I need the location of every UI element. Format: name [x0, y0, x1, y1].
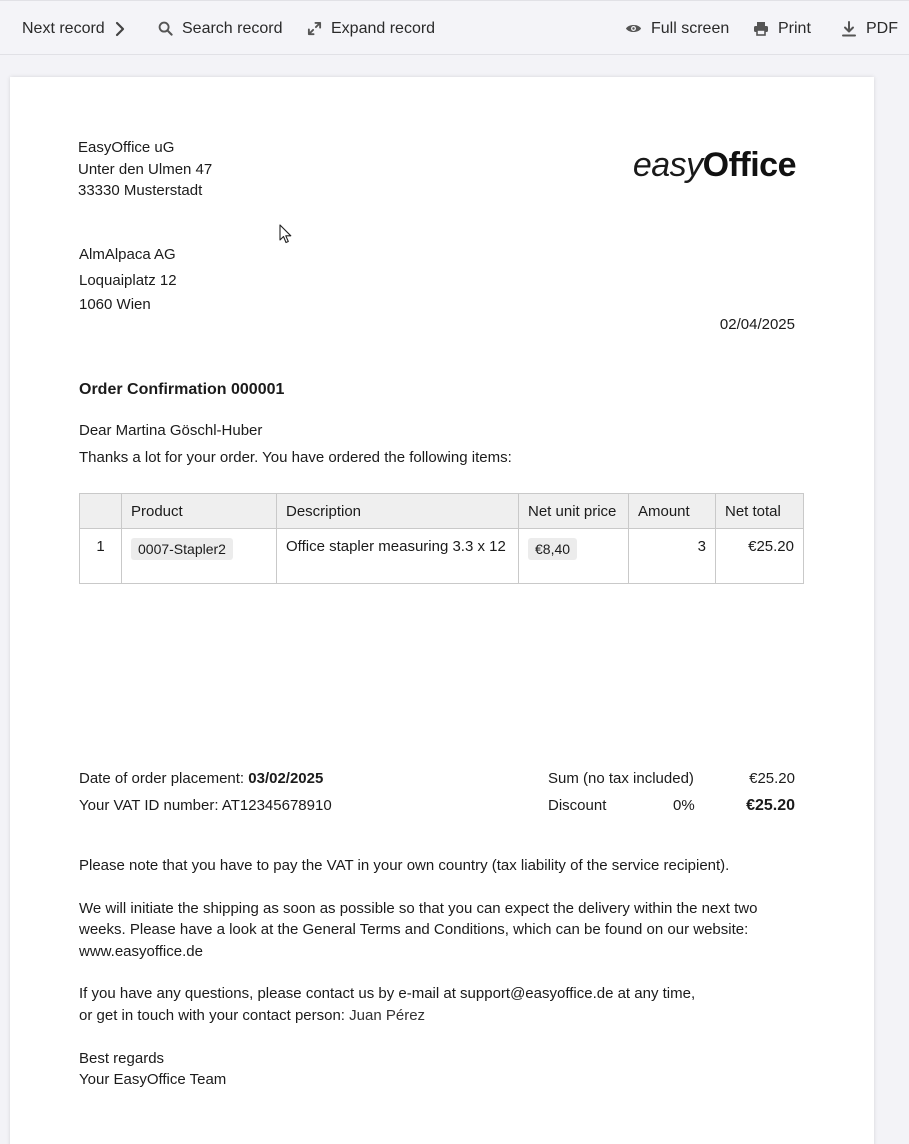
search-icon — [158, 21, 173, 36]
column-header-net-total: Net total — [716, 494, 804, 529]
order-date-line — [79, 768, 323, 789]
order-date-value: 03/02/2025 — [248, 770, 324, 787]
recipient-company: AlmAlpaca AG — [79, 246, 176, 263]
column-header-position — [80, 494, 122, 529]
sum-label: Sum (no tax included) — [548, 770, 694, 787]
expand-record-button[interactable] — [307, 1, 435, 56]
company-logo — [633, 143, 796, 187]
items-table — [79, 493, 804, 584]
mouse-cursor-icon — [279, 224, 293, 245]
table-header-row — [80, 494, 804, 529]
chevron-right-icon — [114, 21, 126, 37]
expand-icon — [307, 21, 322, 36]
sender-name: EasyOffice uG — [78, 139, 175, 156]
table-row — [80, 529, 804, 584]
vat-note: Please note that you have to pay the VAT in your own country (tax liability of the service recipient). — [79, 857, 730, 874]
cell-net-total: €25.20 — [716, 529, 804, 584]
sum-value: €25.20 — [749, 770, 795, 787]
greeting: Dear Martina Göschl-Huber — [79, 422, 263, 439]
cell-description: Office stapler measuring 3.3 x 12 — [277, 529, 519, 584]
sender-city: 33330 Musterstadt — [78, 182, 203, 199]
intro-text: Thanks a lot for your order. You have ordered the following items: — [79, 449, 512, 466]
contact-line-1: If you have any questions, please contact us by e-mail at support@easyoffice.de at any time, — [79, 985, 696, 1002]
eye-icon — [625, 22, 642, 35]
next-record-button[interactable] — [22, 1, 126, 56]
pdf-button[interactable] — [841, 1, 898, 56]
full-screen-label: Full screen — [651, 19, 730, 37]
discount-label: Discount — [548, 797, 607, 814]
shipping-line-2: weeks. Please have a look at the General Terms and Conditions, which can be found on our website: — [79, 921, 749, 938]
unit-price-chip[interactable]: €8,40 — [528, 538, 577, 560]
search-record-button[interactable] — [158, 1, 283, 56]
document-title: Order Confirmation 000001 — [79, 381, 285, 398]
closing-signature: Your EasyOffice Team — [79, 1071, 227, 1088]
toolbar — [0, 0, 909, 55]
shipping-line-1: We will initiate the shipping as soon as possible so that you can expect the delivery within the next two — [79, 900, 758, 917]
document-date: 02/04/2025 — [719, 316, 795, 333]
total-value: €25.20 — [746, 797, 795, 814]
column-header-unit-price: Net unit price — [519, 494, 629, 529]
search-record-label: Search record — [182, 19, 283, 37]
recipient-city: 1060 Wien — [79, 296, 151, 313]
column-header-description: Description — [277, 494, 519, 529]
website-link[interactable]: www.easyoffice.de — [79, 943, 203, 960]
print-button[interactable] — [753, 1, 811, 56]
cell-unit-price — [519, 529, 629, 584]
closing-regards: Best regards — [79, 1050, 165, 1067]
print-label: Print — [778, 19, 811, 37]
order-date-label: Date of order placement: — [79, 770, 249, 787]
download-icon — [841, 21, 857, 37]
cell-product — [122, 529, 277, 584]
printer-icon — [753, 21, 769, 36]
next-record-label: Next record — [22, 19, 105, 37]
logo-text-office: Office — [702, 146, 796, 184]
contact-prefix: or get in touch with your contact person: — [79, 1007, 350, 1024]
full-screen-button[interactable] — [625, 1, 729, 56]
vat-id-line: Your VAT ID number: AT12345678910 — [79, 797, 332, 814]
pdf-label: PDF — [866, 19, 898, 37]
product-chip[interactable]: 0007-Stapler2 — [131, 538, 233, 560]
document-page — [10, 77, 874, 1144]
column-header-amount: Amount — [629, 494, 716, 529]
cell-position: 1 — [80, 529, 122, 584]
contact-line-2 — [79, 1005, 425, 1026]
cell-amount: 3 — [629, 529, 716, 584]
recipient-street: Loquaiplatz 12 — [79, 272, 177, 289]
sender-street: Unter den Ulmen 47 — [78, 161, 213, 178]
expand-record-label: Expand record — [331, 19, 436, 37]
contact-person: Juan Pérez — [349, 1007, 426, 1024]
column-header-product: Product — [122, 494, 277, 529]
discount-percent: 0% — [673, 797, 695, 814]
logo-text-easy: easy — [632, 146, 703, 184]
